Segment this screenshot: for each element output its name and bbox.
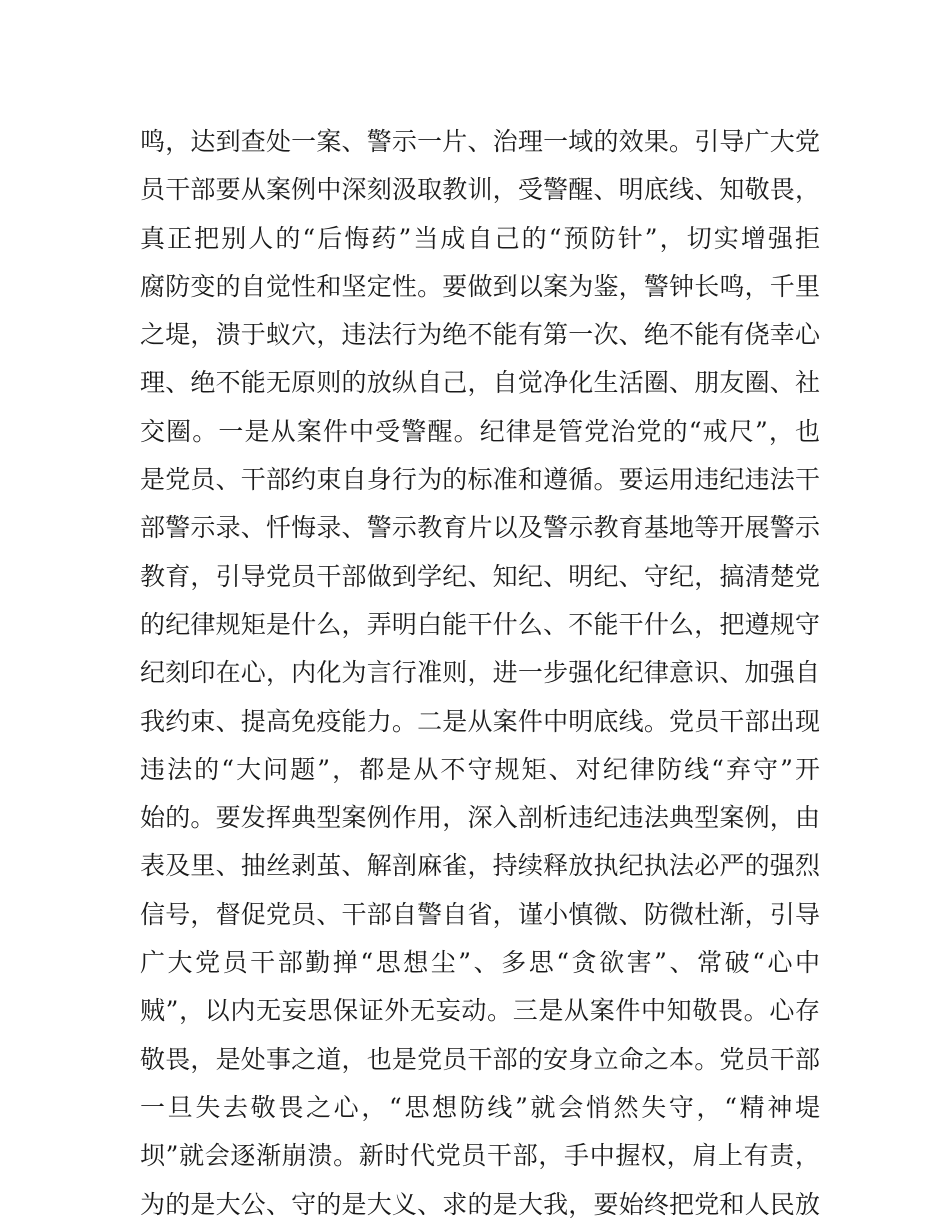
body-paragraph [140, 118, 820, 1229]
text-line: 纪刻印在心，内化为言行准则，进一步强化纪律意识、加强自 [140, 658, 820, 688]
text-line: 鸣，达到查处一案、警示一片、治理一域的效果。引导广大党 [140, 127, 820, 156]
text-line: 部警示录、忏悔录、警示教育片以及警示教育基地等开展警示 [140, 513, 820, 543]
text-line: 广大党员干部勤掸“思想尘”、多思“贪欲害”、常破“心中 [140, 948, 820, 978]
text-line: 信号，督促党员、干部自警自省，谨小慎微、防微杜渐，引导 [140, 899, 820, 929]
text-line: 教育，引导党员干部做到学纪、知纪、明纪、守纪，搞清楚党 [140, 561, 820, 591]
text-line: 是党员、干部约束自身行为的标准和遵循。要运用违纪违法干 [140, 465, 820, 495]
text-line: 腐防变的自觉性和坚定性。要做到以案为鉴，警钟长鸣，千里 [140, 271, 820, 301]
text-line: 坝”就会逐渐崩溃。新时代党员干部，手中握权，肩上有责， [140, 1141, 820, 1171]
text-line: 敬畏，是处事之道，也是党员干部的安身立命之本。党员干部 [140, 1044, 820, 1074]
text-line: 始的。要发挥典型案例作用，深入剖析违纪违法典型案例，由 [140, 803, 820, 833]
text-line: 贼”，以内无妄思保证外无妄动。三是从案件中知敬畏。心存 [140, 996, 820, 1026]
text-line: 交圈。一是从案件中受警醒。纪律是管党治党的“戒尺”，也 [140, 416, 820, 446]
text-line: 的纪律规矩是什么，弄明白能干什么、不能干什么，把遵规守 [140, 609, 820, 639]
text-line: 表及里、抽丝剥茧、解剖麻雀，持续释放执纪执法必严的强烈 [140, 851, 820, 881]
text-line: 为的是大公、守的是大义、求的是大我，要始终把党和人民放 [140, 1189, 820, 1219]
text-line: 之堤，溃于蚁穴，违法行为绝不能有第一次、绝不能有侥幸心 [140, 320, 820, 350]
text-line: 员干部要从案例中深刻汲取教训，受警醒、明底线、知敬畏， [140, 175, 820, 205]
text-line: 我约束、提高免疫能力。二是从案件中明底线。党员干部出现 [140, 706, 820, 736]
text-line: 违法的“大问题”，都是从不守规矩、对纪律防线“弃守”开 [140, 754, 820, 784]
text-line: 真正把别人的“后悔药”当成自己的“预防针”，切实增强拒 [140, 223, 820, 253]
text-line: 一旦失去敬畏之心，“思想防线”就会悄然失守，“精神堤 [140, 1092, 820, 1122]
text-line: 理、绝不能无原则的放纵自己，自觉净化生活圈、朋友圈、社 [140, 368, 820, 398]
